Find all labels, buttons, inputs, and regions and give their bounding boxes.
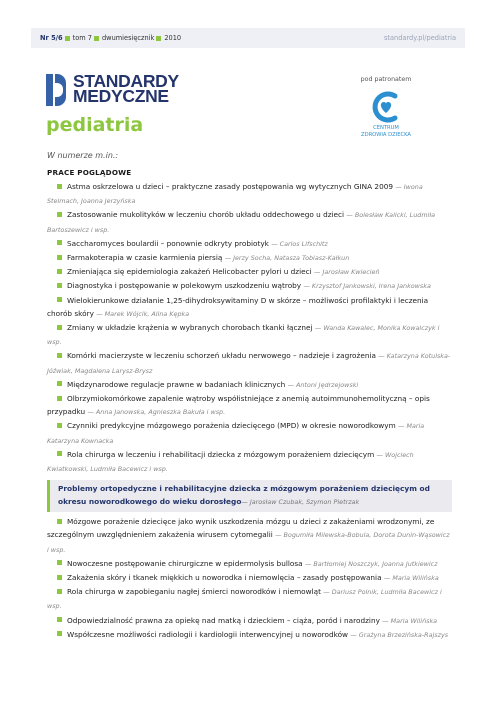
year-label: 2010 [164, 34, 182, 42]
article-authors: — Grażyna Brzezińska-Rajszys [350, 630, 449, 639]
article-item[interactable] [47, 279, 452, 293]
article-item[interactable] [47, 585, 452, 613]
article-item[interactable] [47, 180, 452, 208]
featured-article-title: Problemy ortopedyczne i rehabilitacyjne dziecka z mózgowym porażeniem dziecięcym od okresu noworodkowego do wieku dorosłego [58, 484, 430, 506]
bullet-square-icon [57, 212, 62, 217]
article-item[interactable] [47, 614, 452, 628]
bullet-square-icon [57, 240, 62, 245]
bullet-square-icon [57, 353, 62, 358]
article-authors: — Jarosław Kwiecień [314, 268, 380, 277]
volume-label: tom 7 [72, 34, 92, 42]
bullet-square-icon [57, 617, 62, 622]
article-item[interactable] [47, 448, 452, 476]
article-item[interactable] [47, 321, 452, 349]
article-authors: — Wanda Kawalec, Monika Kowalczyk i wsp. [47, 324, 440, 347]
article-authors: — Jerzy Socha, Natasza Tobiasz-Kałkun [224, 254, 350, 263]
bullet-square-icon [57, 631, 62, 636]
article-authors: — Katarzyna Kotulska-Jóźwiak, Magdalena Larysz-Brysz [47, 352, 451, 375]
article-list [47, 180, 452, 642]
article-authors: — Antoni Jędrzejowski [287, 380, 359, 389]
article-title: Rola chirurga w zapobieganiu nagłej śmierci noworodków i niemowląt [67, 587, 321, 597]
article-title: Mózgowe porażenie dziecięce jako wynik uszkodzenia mózgu u dzieci z zakażeniami wrodzonymi, ze szczególnym uwzględnieniem zakażenia wirusem cytomegalii [47, 517, 435, 540]
article-authors: — Krzysztof Jankowski, Irena Jankowska [303, 282, 431, 291]
bullet-square-icon [57, 451, 62, 456]
article-authors: — Iwona Stelmach, Joanna Jerzyńska [47, 183, 423, 206]
bullet-square-icon [57, 423, 62, 428]
article-title: Wielokierunkowe działanie 1,25-dihydroksywitaminy D w skórze – możliwości profilaktyki i leczenia chorób skóry [47, 295, 429, 318]
article-title: Zmieniająca się epidemiologia zakażeń Helicobacter pylori u dzieci [67, 267, 312, 277]
patronage-label: pod patronatem [360, 76, 412, 83]
czd-name: CENTRUM ZDROWIA DZIECKA [361, 125, 411, 138]
article-title: Nowoczesne postępowanie chirurgiczne w epidermolysis bullosa [67, 558, 303, 568]
bullet-square-icon [57, 184, 62, 189]
journal-subtitle: pediatria [46, 114, 144, 136]
website-link[interactable]: standardy.pl/pediatria [383, 34, 456, 42]
article-item[interactable] [47, 208, 452, 236]
featured-article-authors: — Jarosław Czubak, Szymon Pietrzak [241, 497, 360, 506]
article-authors: — Wojciech Kwiatkowski, Ludmiła Bacewicz i wsp. [47, 450, 414, 474]
bullet-square-icon [156, 36, 161, 41]
article-authors: — Bartłomiej Noszczyk, Joanna Jutkiewicz [304, 559, 438, 568]
article-title: Czynniki predykcyjne mózgowego porażenia dziecięcego (MPD) w okresie noworodkowym [67, 421, 396, 431]
bullet-square-icon [57, 575, 62, 580]
article-authors: — Marek Wójcik, Alina Kępka [96, 309, 190, 318]
article-item[interactable] [47, 378, 452, 392]
article-title: Zakażenia skóry i tkanek miękkich u noworodka i niemowlęcia – zasady postępowania [67, 573, 382, 583]
bullet-square-icon [65, 36, 70, 41]
article-title: Rola chirurga w leczeniu i rehabilitacji dziecka z mózgowym porażeniem dziecięcym [67, 449, 375, 459]
section-title: PRACE POGLĄDOWE [47, 168, 132, 177]
article-item[interactable] [47, 237, 452, 251]
article-authors: — Dariusz Polnik, Ludmiła Bacewicz i wsp. [47, 588, 442, 611]
article-title: Astma oskrzelowa u dzieci – praktyczne zasady postępowania wg wytycznych GINA 2009 [67, 182, 393, 191]
article-title: Diagnostyka i postępowanie w polekowym uszkodzeniu wątroby [67, 281, 302, 291]
bullet-square-icon [57, 396, 62, 401]
bullet-square-icon [57, 589, 62, 594]
issue-header-bar [31, 28, 465, 48]
article-authors: — Maria Katarzyna Kownacka [47, 422, 425, 445]
standardy-medyczne-logo [46, 71, 179, 106]
bullet-square-icon [57, 297, 62, 302]
article-title: Saccharomyces boulardii – ponownie odkryty probiotyk [67, 238, 269, 248]
article-authors: — Bolesław Kalicki, Ludmiła Bartoszewicz i wsp. [47, 211, 436, 234]
featured-article[interactable] [47, 480, 452, 512]
logo-mark-icon [46, 74, 68, 106]
article-authors: — Maria Wilińska [382, 616, 438, 625]
article-title: Odpowiedzialność prawna za opiekę nad matką i dzieckiem – ciąża, poród i narodziny [67, 615, 380, 625]
article-item[interactable] [47, 265, 452, 279]
logo-text: STANDARDY MEDYCZNE [73, 71, 179, 106]
article-title: Współczesne możliwości radiologii i kardiologii interwencyjnej u noworodków [67, 629, 349, 639]
bullet-square-icon [57, 519, 62, 524]
bullet-square-icon [57, 381, 62, 386]
article-title: Olbrzymiokomórkowe zapalenie wątroby współistniejące z anemią autoimmunohemolityczną – opis przypadku [47, 394, 430, 417]
article-item[interactable] [47, 419, 452, 447]
issue-number: Nr 5/6 [40, 34, 63, 42]
bullet-square-icon [57, 269, 62, 274]
article-title: Farmakoterapia w czasie karmienia piersią [67, 253, 223, 263]
article-authors: — Anna Janowska, Agnieszka Bakuła i wsp. [87, 408, 226, 417]
article-item[interactable] [47, 557, 452, 571]
article-item[interactable] [47, 515, 452, 557]
bullet-square-icon [57, 283, 62, 288]
article-item[interactable] [47, 571, 452, 585]
article-item[interactable] [47, 628, 452, 642]
patronage-block [356, 76, 416, 138]
bullet-square-icon [57, 560, 62, 565]
article-item[interactable] [47, 349, 452, 377]
article-title: Zmiany w układzie krążenia w wybranych chorobach tkanki łącznej [67, 323, 313, 333]
article-authors: — Carlos Lifschitz [271, 239, 328, 248]
czd-heart-logo-icon [368, 90, 404, 124]
article-title: Międzynarodowe regulacje prawne w badaniach klinicznych [67, 379, 286, 389]
article-title: Zastosowanie mukolityków w leczeniu chorób układu oddechowego u dzieci [67, 210, 345, 220]
article-authors: — Bogumiła Milewska-Bobula, Dorota Dunin-Wąsowicz i wsp. [47, 531, 450, 554]
bullet-square-icon [57, 325, 62, 330]
frequency-label: dwumiesięcznik [102, 34, 155, 42]
article-authors: — Maria Wilińska [383, 574, 439, 583]
article-item[interactable] [47, 251, 452, 265]
bullet-square-icon [94, 36, 99, 41]
article-title: Komórki macierzyste w leczeniu schorzeń układu nerwowego – nadzieje i zagrożenia [67, 351, 376, 361]
article-item[interactable] [47, 294, 452, 321]
bullet-square-icon [57, 255, 62, 260]
article-item[interactable] [47, 392, 452, 419]
issue-intro: W numerze m.in.: [47, 151, 119, 160]
